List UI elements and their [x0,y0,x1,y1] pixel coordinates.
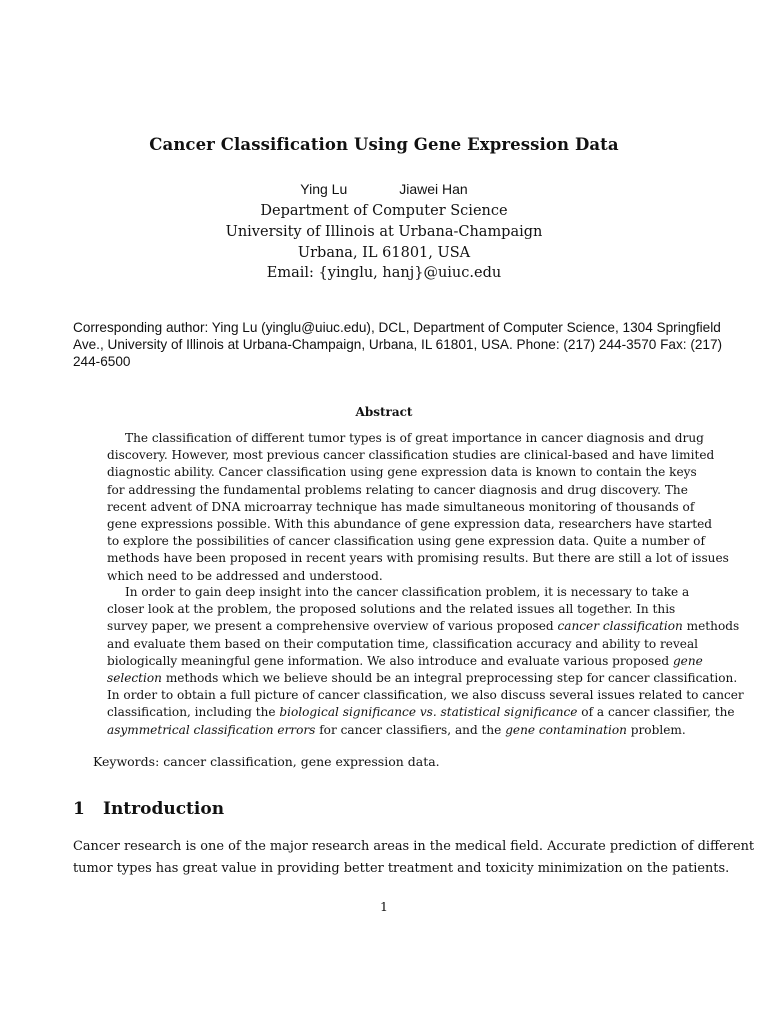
affiliation-address: Urbana, IL 61801, USA [297,245,471,261]
text-line: 244-6500 [73,354,131,370]
section-title: Introduction [103,799,225,819]
text-line: classification, including the biological significance vs. statistical significance of a cancer classifier, the [107,705,735,720]
text-line: In order to gain deep insight into the cancer classification problem, it is necessary to take a [125,585,690,599]
text-line: closer look at the problem, the proposed solutions and the related issues all together. In this [107,602,676,617]
text-line: The classification of different tumor types is of great importance in cancer diagnosis and drug [125,431,704,445]
text-line: selection methods which we believe should be an integral preprocessing step for cancer classification. [107,670,738,685]
author-name: Ying Lu [300,181,348,197]
text-line: methods have been proposed in recent years with promising results. But there are still a lot of issues [107,551,729,566]
emphasis: gene [672,653,703,668]
emphasis: cancer classification [557,619,683,634]
affiliation-department: Department of Computer Science [260,203,508,219]
text-line: recent advent of DNA microarray technique has made simultaneous monitoring of thousands of [107,499,695,514]
text-line: discovery. However, most previous cancer classification studies are clinical-based and have limited [107,448,715,463]
emphasis: biological significance vs. statistical significance [279,705,578,720]
keywords: Keywords: cancer classification, gene expression data. [93,754,440,769]
text-line: Corresponding author: Ying Lu (yinglu@uiuc.edu), DCL, Department of Computer Science, 1304 Springfield [73,320,721,335]
emphasis: gene contamination [505,722,627,737]
corresponding-author-note [73,318,723,370]
text-line: gene expressions possible. With this abundance of gene expression data, researchers have started [107,516,713,531]
page-number: 1 [380,899,388,914]
text-line: to explore the possibilities of cancer classification using gene expression data. Quite a number of [107,534,705,549]
text-line: and evaluate them based on their computation time, classification accuracy and ability to reveal [107,636,699,651]
text-line: Ave., University of Illinois at Urbana-Champaign, Urbana, IL 61801, USA. Phone: (217) 244-3570 Fax: (217) [73,337,723,353]
text-line: for addressing the fundamental problems relating to cancer diagnosis and drug discovery. The [107,482,688,497]
paper-title: Cancer Classification Using Gene Expression Data [149,135,619,154]
affiliation-university: University of Illinois at Urbana-Champaign [225,224,543,240]
text-line: diagnostic ability. Cancer classification using gene expression data is known to contain the keys [107,465,697,480]
text-line: In order to obtain a full picture of cancer classification, we also discuss several issues related to cancer [107,688,744,703]
text-line: survey paper, we present a comprehensive overview of various proposed cancer classification methods [107,619,740,634]
section-heading [73,799,224,819]
text-line: which need to be addressed and understood. [107,568,383,583]
abstract-heading: Abstract [355,405,413,419]
author-list [0,181,768,197]
text-line: tumor types has great value in providing better treatment and toxicity minimization on the patients. [73,861,730,876]
author-name: Jiawei Han [399,181,468,197]
text-line: asymmetrical classification errors for cancer classifiers, and the gene contamination problem. [107,722,686,737]
affiliation-email: Email: {yinglu, hanj}@uiuc.edu [266,265,502,281]
abstract-paragraph-1 [107,430,729,585]
text-line: biologically meaningful gene information. We also introduce and evaluate various proposed gene [107,653,703,668]
emphasis: asymmetrical classification errors [107,722,316,737]
section-number: 1 [73,799,85,819]
abstract-paragraph-2 [107,584,744,739]
text-line: Cancer research is one of the major research areas in the medical field. Accurate prediction of different [73,839,755,854]
intro-paragraph [73,836,755,880]
emphasis: selection [107,670,162,685]
